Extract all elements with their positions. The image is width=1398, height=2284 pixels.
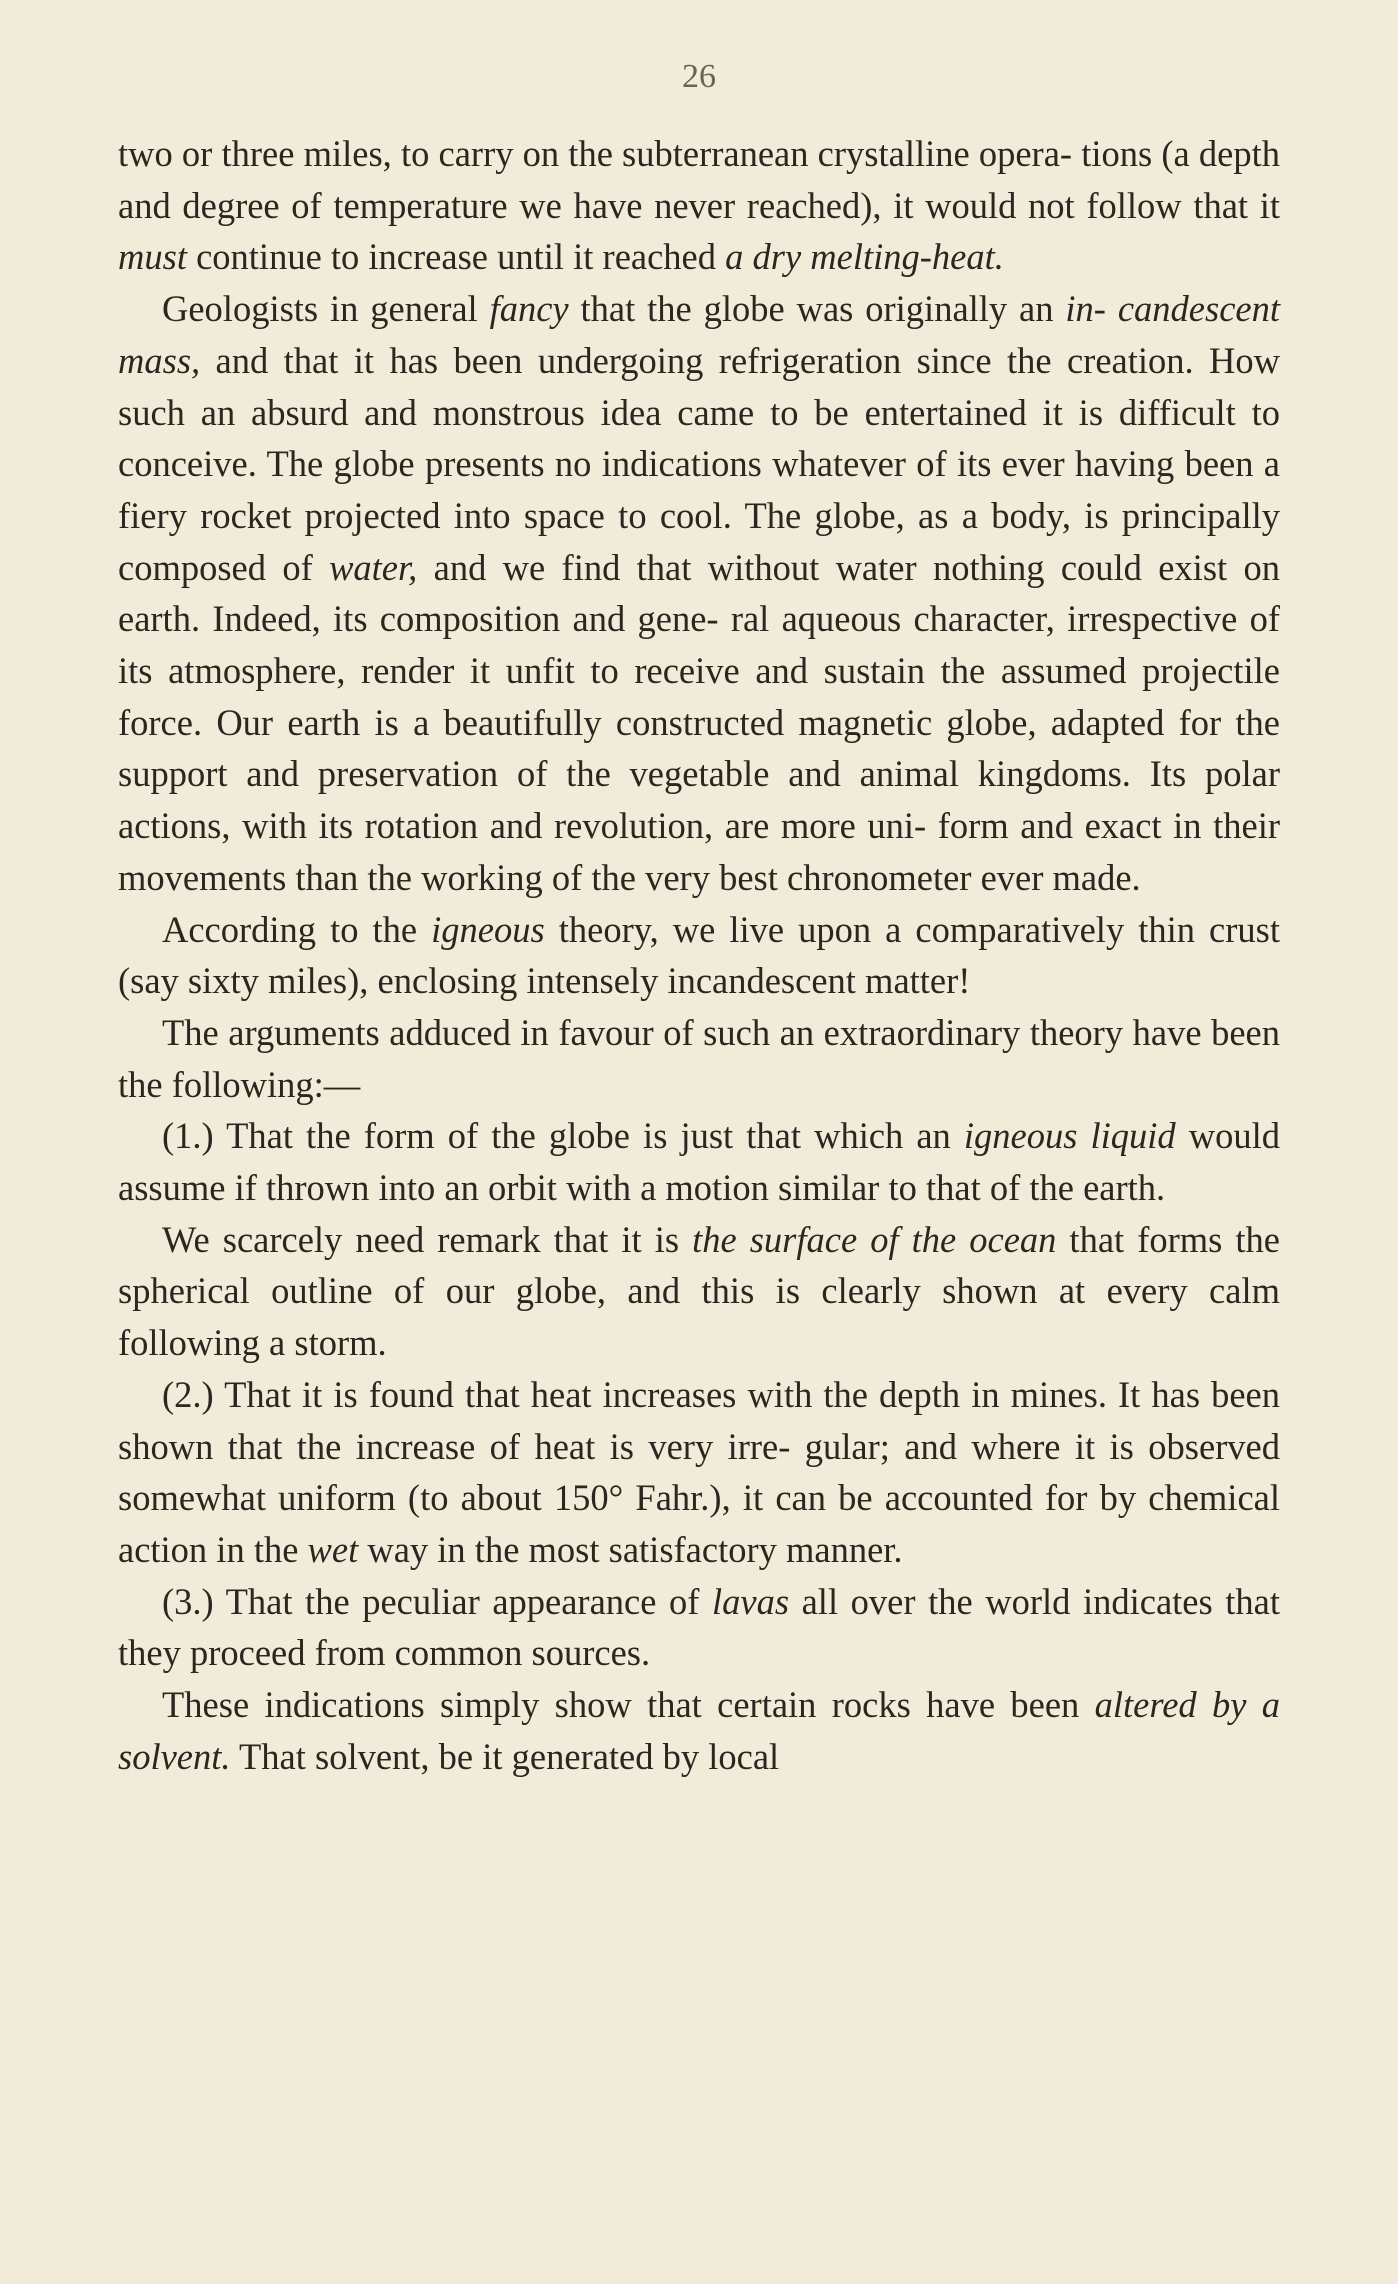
text-run: These indications simply show that certain rocks have been bbox=[162, 1684, 1095, 1726]
body-text bbox=[118, 128, 1280, 1783]
text-run: (3.) That the peculiar appearance of bbox=[162, 1580, 712, 1622]
text-run: and we find that without water nothing could exist on earth. Indeed, its composition and gene- ral aqueous character, irrespective of its atmosphere, render it unfit to receive and sustain the assumed projectile force. Our earth is a beautifully constructed magnetic globe, adapted for the support and preservation of the vegetable and animal kingdoms. Its polar actions, with its rotation and revolution, are more uni- form and exact in their movements than the working of the very best chronometer ever made. bbox=[118, 546, 1280, 898]
text-run: (2.) That it is found that heat increases with the depth in mines. It has been shown that the increase of heat is very irre- gular; and where it is observed somewhat uniform (to about 150° Fahr.), it can be accounted for by chemical action in the bbox=[118, 1373, 1280, 1570]
paragraph bbox=[118, 128, 1280, 283]
text-run: The arguments adduced in favour of such an extraordinary theory have been the following:— bbox=[118, 1011, 1280, 1105]
text-run: way in the most satisfactory manner. bbox=[358, 1528, 903, 1570]
text-run: (1.) That the form of the globe is just that which an bbox=[162, 1115, 964, 1157]
text-run: We scarcely need remark that it is bbox=[162, 1218, 693, 1260]
text-run: that the globe was originally an bbox=[568, 288, 1066, 330]
italic-text: igneous bbox=[431, 908, 545, 950]
text-run: Geologists in general bbox=[162, 288, 490, 330]
italic-text: in- candescent mass, bbox=[118, 288, 1280, 381]
italic-text: wet bbox=[307, 1528, 359, 1570]
italic-text: the surface of the ocean bbox=[692, 1218, 1057, 1260]
page-number: 26 bbox=[682, 58, 716, 95]
paragraph bbox=[118, 1007, 1280, 1110]
paragraph bbox=[118, 904, 1280, 1007]
paragraph bbox=[118, 1214, 1280, 1369]
text-run: and that it has been undergoing refrigeration since the creation. How such an absurd and monstrous idea came to be entertained it is difficult to conceive. The globe presents no indications whatever of its ever having been a fiery rocket projected into space to cool. The globe, as a body, is principally composed of bbox=[118, 339, 1280, 588]
italic-text: a dry melting-heat. bbox=[725, 236, 1004, 278]
italic-text: must bbox=[118, 236, 187, 278]
text-run: two or three miles, to carry on the subterranean crystalline opera- tions (a depth and degree of temperature we have never reached), it would not follow that it bbox=[118, 133, 1280, 226]
italic-text: water, bbox=[329, 546, 418, 588]
text-run: theory, we live upon a comparatively thin crust (say sixty miles), enclosing intensely incandescent matter! bbox=[118, 908, 1280, 1002]
italic-text: igneous liquid bbox=[963, 1115, 1176, 1157]
text-run: According to the bbox=[162, 908, 432, 950]
text-run: that forms the spherical outline of our globe, and this is clearly shown at every calm following a storm. bbox=[118, 1218, 1280, 1364]
paragraph bbox=[118, 1576, 1280, 1679]
text-run: That solvent, be it generated by local bbox=[230, 1735, 780, 1777]
paragraph bbox=[118, 1369, 1280, 1576]
italic-text: altered by a solvent. bbox=[118, 1684, 1280, 1777]
italic-text: fancy bbox=[489, 288, 569, 330]
italic-text: lavas bbox=[711, 1580, 790, 1622]
text-run: continue to increase until it reached bbox=[186, 236, 726, 278]
text-run: would assume if thrown into an orbit with a motion similar to that of the earth. bbox=[118, 1115, 1281, 1209]
text-run: all over the world indicates that they proceed from common sources. bbox=[118, 1580, 1280, 1674]
paragraph bbox=[118, 1679, 1280, 1782]
paragraph bbox=[118, 1110, 1280, 1213]
paragraph bbox=[118, 283, 1280, 903]
